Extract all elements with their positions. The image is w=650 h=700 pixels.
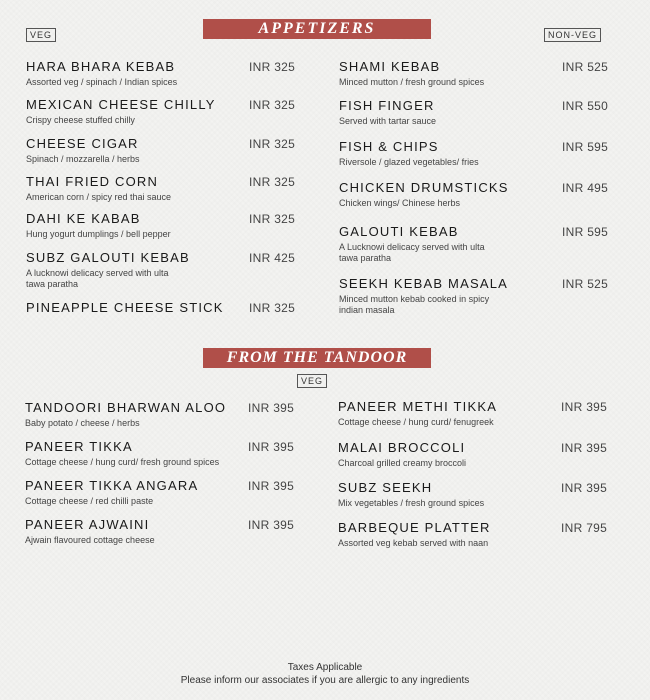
menu-item: [339, 98, 611, 127]
item-name: FISH FINGER: [339, 98, 435, 113]
item-description: Baby potato / cheese / herbs: [25, 418, 140, 428]
item-price: INR 395: [248, 401, 295, 415]
item-description: Minced mutton / fresh ground spices: [339, 77, 485, 87]
item-name: PINEAPPLE CHEESE STICK: [26, 300, 224, 315]
item-name: SHAMI KEBAB: [339, 59, 441, 74]
item-name: THAI FRIED CORN: [26, 174, 159, 189]
item-price: INR 325: [249, 60, 296, 74]
item-price: INR 525: [562, 60, 609, 74]
item-price: INR 395: [248, 440, 295, 454]
item-description: American corn / spicy red thai sauce: [26, 192, 172, 202]
menu-item: [26, 136, 296, 165]
item-description: Cottage cheese / hung curd/ fenugreek: [338, 417, 494, 427]
item-name: CHEESE CIGAR: [26, 136, 139, 151]
item-price: INR 325: [249, 175, 296, 189]
item-name: FISH & CHIPS: [339, 139, 439, 154]
item-name: PANEER METHI TIKKA: [338, 399, 498, 414]
item-description: Charcoal grilled creamy broccoli: [338, 458, 467, 468]
menu-item: [339, 180, 611, 209]
item-description: Chicken wings/ Chinese herbs: [339, 198, 461, 208]
item-description: A lucknowi delicacy served with ulta tawa paratha: [26, 268, 169, 289]
item-name: PANEER TIKKA ANGARA: [25, 478, 199, 493]
item-description: Assorted veg kebab served with naan: [338, 538, 489, 548]
item-description: Served with tartar sauce: [339, 116, 437, 126]
item-price: INR 325: [249, 98, 296, 112]
menu-item: [26, 97, 296, 126]
item-name: PANEER AJWAINI: [25, 517, 150, 532]
menu-item: [26, 250, 296, 290]
item-description: A Lucknowi delicacy served with ulta tawa paratha: [339, 242, 485, 263]
item-name: BARBEQUE PLATTER: [338, 520, 491, 535]
item-price: INR 395: [561, 400, 608, 414]
item-description: Cottage cheese / red chilli paste: [25, 496, 154, 506]
item-name: MALAI BROCCOLI: [338, 440, 466, 455]
menu-item: [338, 399, 610, 428]
menu-item: [26, 174, 296, 203]
item-price: INR 325: [249, 137, 296, 151]
item-price: INR 325: [249, 212, 296, 226]
menu-item: [339, 276, 611, 316]
item-name: GALOUTI KEBAB: [339, 224, 459, 239]
item-name: SUBZ GALOUTI KEBAB: [26, 250, 190, 265]
item-price: INR 395: [248, 518, 295, 532]
menu-item: [338, 440, 610, 469]
menu-item: [25, 439, 297, 468]
item-price: INR 550: [562, 99, 609, 113]
menu-item: [338, 520, 610, 549]
menu-item: [25, 517, 297, 546]
item-name: MEXICAN CHEESE CHILLY: [26, 97, 216, 112]
item-description: Ajwain flavoured cottage cheese: [25, 535, 155, 545]
item-price: INR 425: [249, 251, 296, 265]
menu-item: [338, 480, 610, 509]
item-description: Assorted veg / spinach / Indian spices: [26, 77, 178, 87]
allergy-note: Please inform our associates if you are allergic to any ingredients: [180, 675, 470, 686]
item-price: INR 525: [562, 277, 609, 291]
tandoor-banner: FROM THE TANDOOR: [203, 348, 431, 368]
item-price: INR 395: [561, 441, 608, 455]
nonveg-tag: NON-VEG: [544, 28, 601, 42]
item-description: Riversole / glazed vegetables/ fries: [339, 157, 479, 167]
taxes-note: Taxes Applicable: [287, 662, 363, 673]
item-description: Minced mutton kebab cooked in spicy indian masala: [339, 294, 490, 315]
item-description: Hung yogurt dumplings / bell pepper: [26, 229, 171, 239]
item-name: DAHI KE KABAB: [26, 211, 141, 226]
item-price: INR 595: [562, 225, 609, 239]
menu-item: [25, 478, 297, 507]
item-description: Mix vegetables / fresh ground spices: [338, 498, 485, 508]
menu-item: [26, 211, 296, 240]
item-description: Spinach / mozzarella / herbs: [26, 154, 140, 164]
item-price: INR 395: [248, 479, 295, 493]
menu-item: [339, 139, 611, 168]
menu-item: [339, 59, 611, 88]
veg-tag: VEG: [26, 28, 56, 42]
item-price: INR 495: [562, 181, 609, 195]
item-name: HARA BHARA KEBAB: [26, 59, 176, 74]
item-name: TANDOORI BHARWAN ALOO: [25, 400, 227, 415]
item-price: INR 595: [562, 140, 609, 154]
item-description: Crispy cheese stuffed chilly: [26, 115, 135, 125]
veg-tag: VEG: [297, 374, 327, 388]
item-price: INR 395: [561, 481, 608, 495]
item-name: CHICKEN DRUMSTICKS: [339, 180, 509, 195]
menu-item: [25, 400, 297, 429]
item-name: PANEER TIKKA: [25, 439, 133, 454]
item-name: SUBZ SEEKH: [338, 480, 433, 495]
appetizers-banner: APPETIZERS: [203, 19, 431, 39]
item-description: Cottage cheese / hung curd/ fresh ground spices: [25, 457, 220, 467]
item-name: SEEKH KEBAB MASALA: [339, 276, 508, 291]
menu-item: [26, 59, 296, 88]
menu-item: [26, 300, 296, 316]
item-price: INR 325: [249, 301, 296, 315]
item-price: INR 795: [561, 521, 608, 535]
menu-item: [339, 224, 611, 264]
